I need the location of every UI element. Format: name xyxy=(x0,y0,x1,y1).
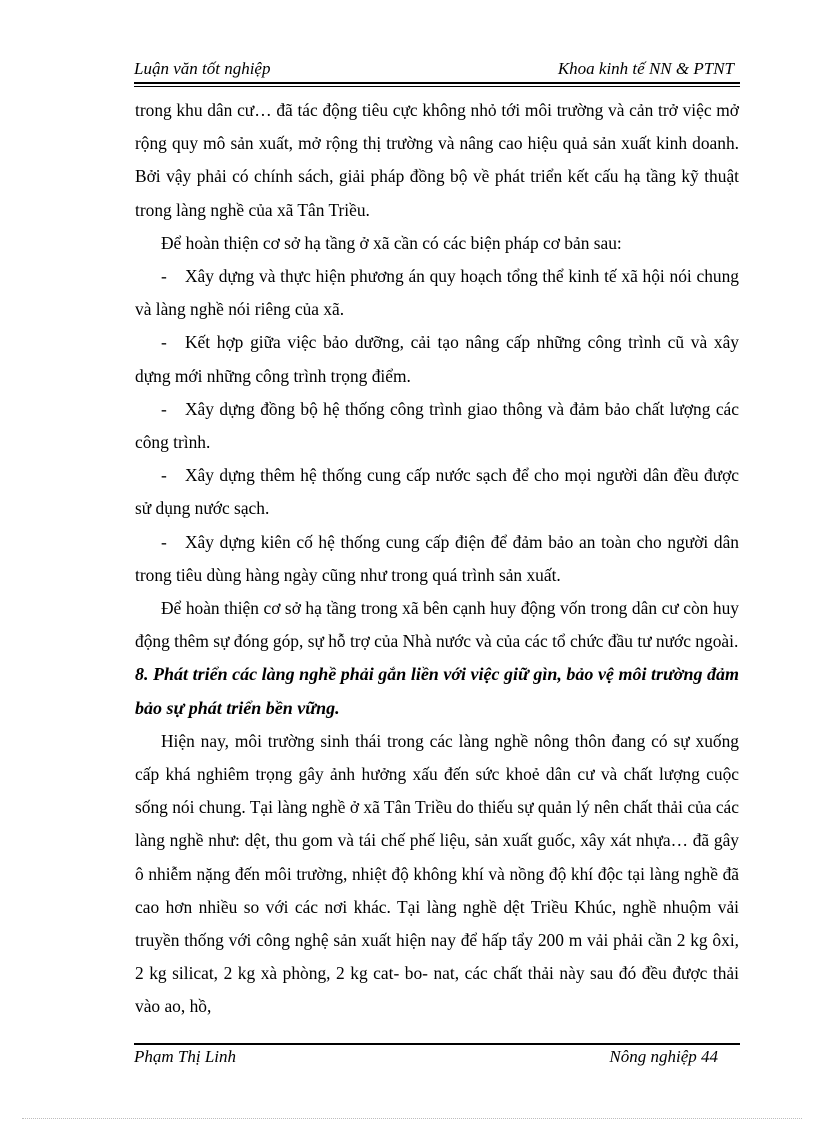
footer-author: Phạm Thị Linh xyxy=(134,1047,237,1066)
bullet-text: Xây dựng đồng bộ hệ thống công trình giao thông và đảm bảo chất lượng các công trình. xyxy=(135,398,739,453)
page-edge-divider xyxy=(22,1118,802,1119)
bullet-dash: - xyxy=(161,398,167,419)
document-body xyxy=(135,94,739,1024)
bullet-dash: - xyxy=(161,266,167,287)
section-heading: 8. Phát triển các làng nghề phải gắn liền với việc giữ gìn, bảo vệ môi trường đảm bảo sự phát triển bền vững. xyxy=(135,664,739,718)
bullet-dash: - xyxy=(161,332,167,353)
bullet-dash: - xyxy=(161,465,167,486)
paragraph-2: Để hoàn thiện cơ sở hạ tầng ở xã cần có các biện pháp cơ bản sau: xyxy=(161,232,622,253)
header-faculty-label: Khoa kinh tế NN & PTNT xyxy=(557,59,734,78)
paragraph-4: Hiện nay, môi trường sinh thái trong các làng nghề nông thôn đang có sự xuống cấp khá nghiêm trọng gây ảnh hưởng xấu đến sức khoẻ dân cư và chất lượng cuộc sống nói chung. Tại làng nghề ở xã Tân Triều do thiếu sự quản lý nên chất thải của các làng nghề như: dệt, thu gom và tái chế phế liệu, sản xuất guốc, xây xát nhựa… đã gây ô nhiễm nặng đến môi trường, nhiệt độ không khí và nồng độ khí độc tại làng nghề đã cao hơn nhiều so với các nơi khác. Tại làng nghề dệt Triều Khúc, nghề nhuộm vải truyền thống với công nghệ sản xuất hiện nay để hấp tẩy 200 m vải phải cần 2 kg ôxi, 2 kg silicat, 2 kg xà phòng, 2 kg cat- bo- nat, các chất thải này sau đó đều được thải vào ao, hồ, xyxy=(135,730,739,1017)
bullet-text: Xây dựng thêm hệ thống cung cấp nước sạch để cho mọi người dân đều được sử dụng nước sạch. xyxy=(135,465,739,519)
page-header xyxy=(134,58,738,80)
footer-rule xyxy=(134,1043,740,1045)
header-rule-thin xyxy=(134,86,740,87)
bullet-text: Xây dựng kiên cố hệ thống cung cấp điện để đảm bảo an toàn cho người dân trong tiêu dùng hàng ngày cũng như trong quá trình sản xuất. xyxy=(135,531,739,585)
footer-page-label: Nông nghiệp 44 xyxy=(609,1047,718,1066)
paragraph-1: trong khu dân cư… đã tác động tiêu cực không nhỏ tới môi trường và cản trở việc mở rộng quy mô sản xuất, mở rộng thị trường và nâng cao hiệu quả sản xuất kinh doanh. Bởi vậy phải có chính sách, giải pháp đồng bộ về phát triển kết cấu hạ tầng kỹ thuật trong làng nghề của xã Tân Triều. xyxy=(135,100,739,220)
bullet-item-1 xyxy=(135,260,739,326)
bullet-item-5 xyxy=(135,526,739,592)
header-thesis-label: Luận văn tốt nghiệp xyxy=(134,59,271,78)
header-rule xyxy=(134,82,740,84)
bullet-item-4 xyxy=(135,459,739,525)
page-footer xyxy=(134,1046,738,1068)
bullet-dash: - xyxy=(161,531,167,552)
bullet-item-2 xyxy=(135,326,739,392)
bullet-text: Kết hợp giữa việc bảo dưỡng, cải tạo nâng cấp những công trình cũ và xây dựng mới những công trình trọng điểm. xyxy=(135,332,739,386)
bullet-item-3 xyxy=(135,393,739,459)
paragraph-3: Để hoàn thiện cơ sở hạ tầng trong xã bên cạnh huy động vốn trong dân cư còn huy động thêm sự đóng góp, sự hỗ trợ của Nhà nước và của các tổ chức đầu tư nước ngoài. xyxy=(135,598,739,652)
bullet-text: Xây dựng và thực hiện phương án quy hoạch tổng thể kinh tế xã hội nói chung và làng nghề nói riêng của xã. xyxy=(135,266,739,320)
